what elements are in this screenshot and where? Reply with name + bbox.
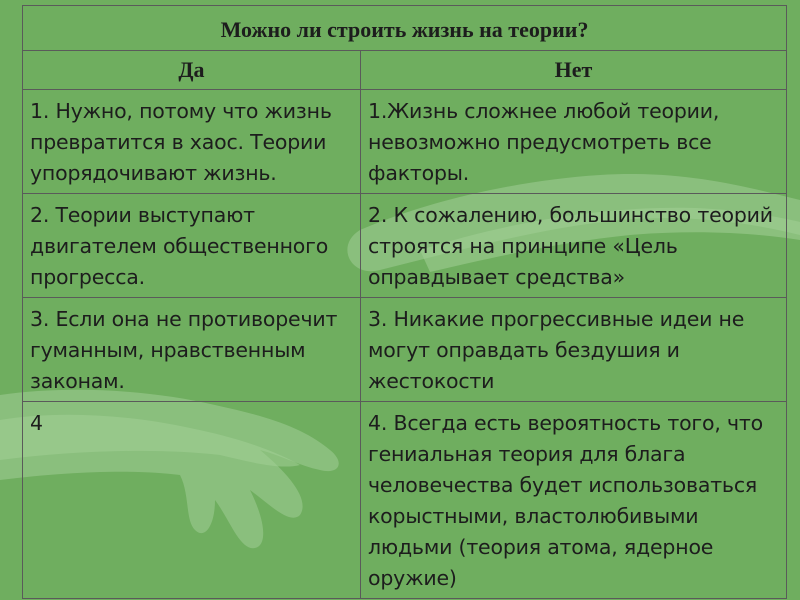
table-row [23, 298, 787, 402]
column-header-yes: Да [23, 51, 361, 90]
table-row [23, 90, 787, 194]
cell-no-4: 4. Всегда есть вероятность того, что гениальная теория для блага человечества будет использоваться корыстными, властолюбивыми людьми (теория атома, ядерное оружие) [361, 402, 787, 599]
table-title: Можно ли строить жизнь на теории? [23, 6, 787, 51]
cell-yes-1: 1. Нужно, потому что жизнь превратится в хаос. Теории упорядочивают жизнь. [23, 90, 361, 194]
cell-no-3: 3. Никакие прогрессивные идеи не могут оправдать бездушия и жестокости [361, 298, 787, 402]
table-row [23, 194, 787, 298]
cell-no-2: 2. К сожалению, большинство теорий строятся на принципе «Цель оправдывает средства» [361, 194, 787, 298]
column-header-no: Нет [361, 51, 787, 90]
theory-table [22, 5, 787, 599]
cell-yes-3: 3. Если она не противоречит гуманным, нравственным законам. [23, 298, 361, 402]
cell-yes-2: 2. Теории выступают двигателем общественного прогресса. [23, 194, 361, 298]
cell-yes-4: 4 [23, 402, 361, 599]
table-row [23, 402, 787, 599]
cell-no-1: 1.Жизнь сложнее любой теории, невозможно предусмотреть все факторы. [361, 90, 787, 194]
